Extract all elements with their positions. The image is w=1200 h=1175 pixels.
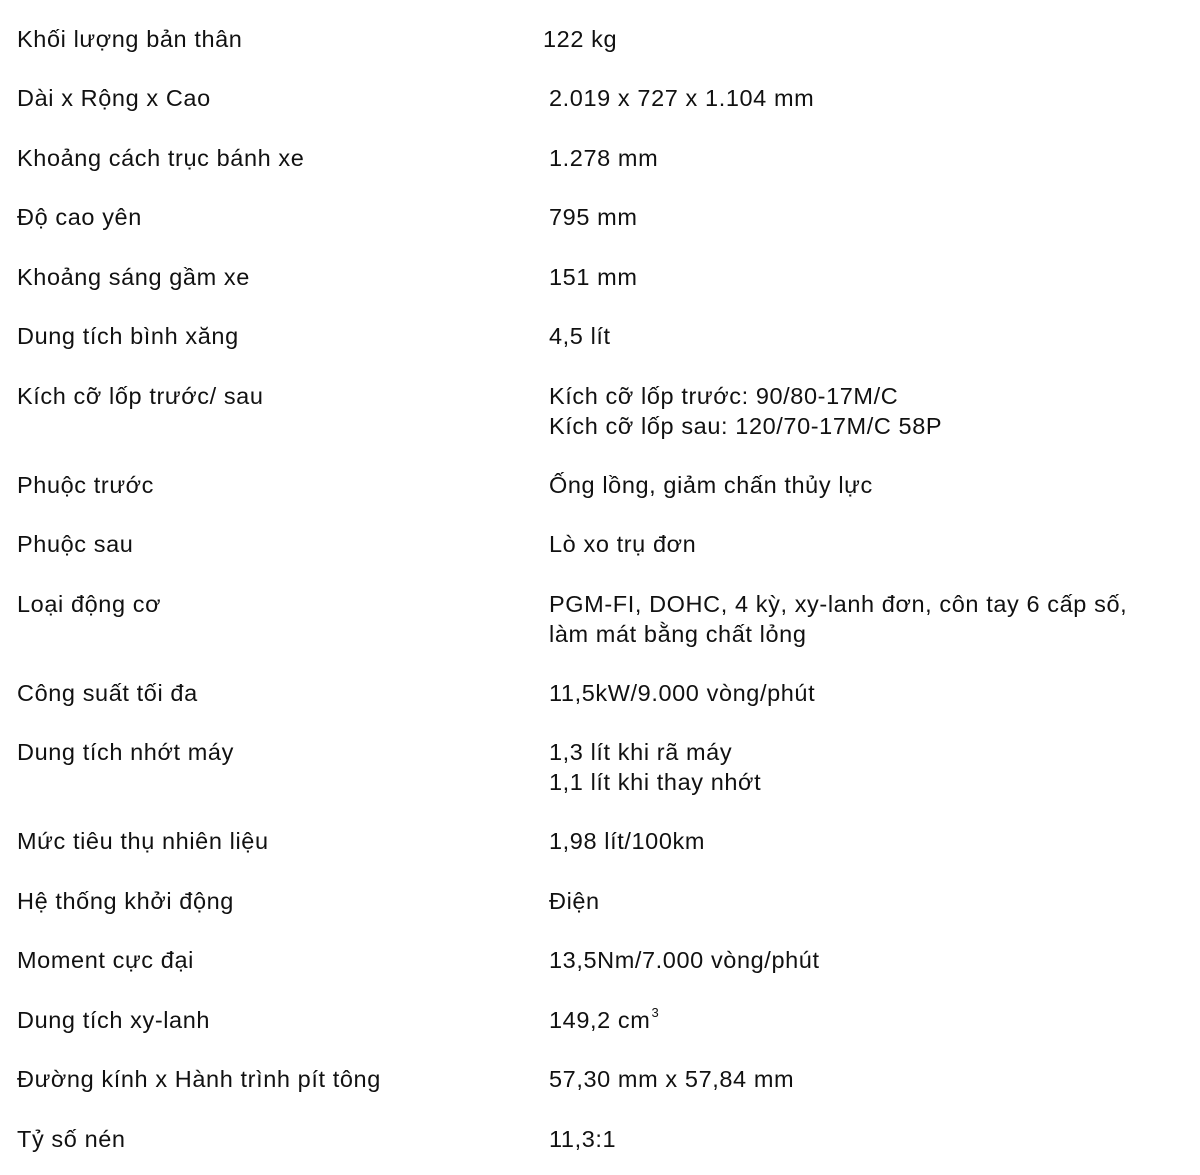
spec-value-line: Lò xo trụ đơn	[549, 531, 697, 557]
spec-label: Dung tích bình xăng	[17, 323, 239, 349]
spec-value-line: 2.019 x 727 x 1.104 mm	[549, 85, 815, 111]
spec-value-line: 57,30 mm x 57,84 mm	[549, 1066, 795, 1092]
spec-label: Moment cực đại	[17, 947, 194, 973]
spec-label: Hệ thống khởi động	[17, 888, 234, 914]
spec-label: Mức tiêu thụ nhiên liệu	[17, 828, 269, 854]
spec-value-text: 149,2 cm	[549, 1007, 651, 1033]
spec-value	[549, 1124, 616, 1154]
spec-value	[549, 321, 611, 351]
spec-value	[549, 1064, 794, 1094]
spec-value-line: 11,5kW/9.000 vòng/phút	[549, 680, 816, 706]
spec-label: Khoảng sáng gầm xe	[17, 264, 250, 290]
spec-value-line: PGM-FI, DOHC, 4 kỳ, xy-lanh đơn, côn tay 6 cấp số,	[549, 591, 1128, 617]
spec-label: Phuộc trước	[17, 472, 155, 498]
spec-label: Đường kính x Hành trình pít tông	[17, 1066, 381, 1092]
spec-value	[549, 381, 942, 441]
spec-value	[549, 529, 696, 559]
spec-value	[549, 1005, 659, 1035]
spec-value-line: 1,3 lít khi rã máy	[549, 739, 733, 765]
spec-value-line: 11,3:1	[549, 1126, 617, 1152]
spec-value-line: Kích cỡ lốp trước: 90/80-17M/C	[549, 383, 899, 409]
superscript-unit: 3	[651, 1005, 660, 1020]
spec-value	[549, 262, 638, 292]
spec-value	[549, 737, 761, 797]
spec-value-line: 4,5 lít	[549, 323, 611, 349]
spec-value-line: 1,1 lít khi thay nhớt	[549, 769, 762, 795]
spec-value-line: Kích cỡ lốp sau: 120/70-17M/C 58P	[549, 413, 943, 439]
spec-label: Khối lượng bản thân	[17, 26, 243, 52]
spec-label: Độ cao yên	[17, 204, 142, 230]
spec-value-line: làm mát bằng chất lỏng	[549, 621, 807, 647]
spec-value	[549, 202, 638, 232]
spec-value	[549, 589, 1127, 649]
spec-label: Kích cỡ lốp trước/ sau	[17, 383, 264, 409]
spec-label: Dài x Rộng x Cao	[17, 85, 211, 111]
spec-value	[549, 143, 658, 173]
spec-value-line: 1,98 lít/100km	[549, 828, 706, 854]
spec-label: Tỷ số nén	[17, 1126, 126, 1152]
spec-value	[549, 826, 705, 856]
spec-value	[549, 83, 814, 113]
spec-value	[549, 470, 873, 500]
spec-value	[549, 886, 600, 916]
spec-value-line: 1.278 mm	[549, 145, 659, 171]
spec-value	[543, 24, 617, 54]
spec-value	[549, 678, 815, 708]
spec-value	[549, 945, 820, 975]
spec-value-line: 795 mm	[549, 204, 638, 230]
spec-value-line: 151 mm	[549, 264, 638, 290]
spec-label: Dung tích nhớt máy	[17, 739, 234, 765]
spec-label: Loại động cơ	[17, 591, 162, 617]
spec-value-line: Ống lồng, giảm chấn thủy lực	[549, 472, 873, 498]
spec-value-line: 122 kg	[543, 26, 618, 52]
spec-value-line: 13,5Nm/7.000 vòng/phút	[549, 947, 820, 973]
spec-label: Công suất tối đa	[17, 680, 198, 706]
spec-value-line	[549, 1005, 659, 1035]
spec-label: Dung tích xy-lanh	[17, 1007, 211, 1033]
spec-label: Phuộc sau	[17, 531, 134, 557]
spec-label: Khoảng cách trục bánh xe	[17, 145, 305, 171]
spec-value-line: Điện	[549, 888, 600, 914]
